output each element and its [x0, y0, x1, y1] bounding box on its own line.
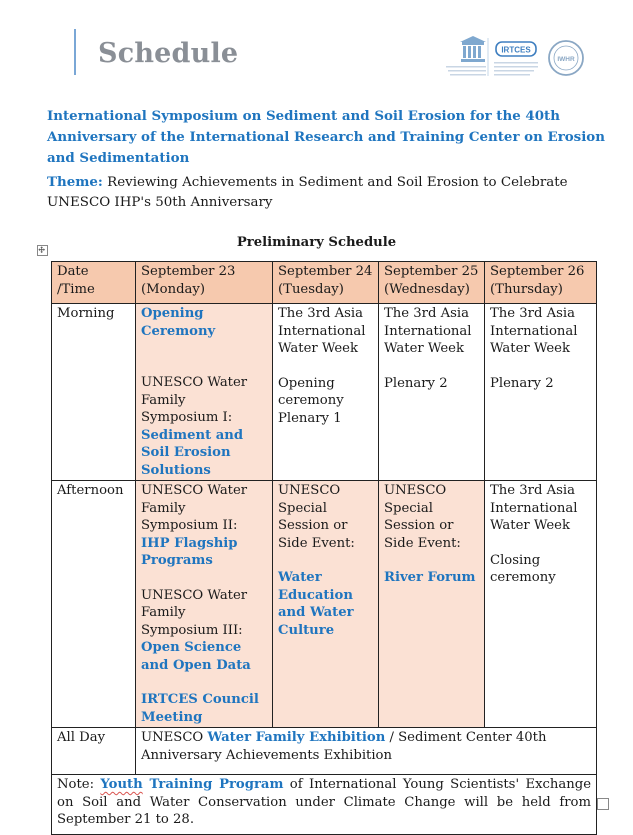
- water-education-item: Water Education and Water Culture: [278, 570, 354, 638]
- symposium-2-item: [141, 482, 267, 570]
- table-resize-handle[interactable]: [597, 798, 609, 810]
- irtces-logo-icon: [494, 42, 538, 76]
- note-prefix: Note:: [57, 777, 101, 792]
- symposium-3-title: Open Science and Open Data: [141, 640, 251, 673]
- youth-word: Youth: [100, 777, 143, 792]
- header-date-time: Date /Time: [52, 262, 136, 304]
- symposium-3-prefix: UNESCO Water Family Symposium III:: [141, 587, 248, 638]
- page-title: Schedule: [98, 38, 239, 69]
- symposium-3-item: [141, 587, 267, 675]
- symposium-1-title: Sediment and Soil Erosion Solutions: [141, 427, 244, 478]
- irtces-badge-text: IRTCES: [501, 45, 531, 55]
- iwhr-seal-text: IWHR: [557, 56, 575, 63]
- title-accent-bar: [74, 29, 76, 75]
- theme-text: Reviewing Achievements in Sediment and Soil Erosion to Celebrate UNESCO IHP's 50th Anniversary: [47, 175, 568, 210]
- row-label-allday: All Day: [52, 728, 136, 775]
- cell-afternoon-sep-26: [485, 481, 597, 728]
- cell-morning-sep-24: [273, 304, 379, 481]
- asia-water-week-item: The 3rd Asia International Water Week: [278, 306, 366, 356]
- closing-ceremony-item: Closing ceremony: [490, 552, 556, 585]
- theme-paragraph: [47, 172, 607, 213]
- cell-allday: [136, 728, 597, 775]
- partner-logos: [444, 36, 584, 80]
- schedule-title: Preliminary Schedule: [236, 235, 397, 250]
- cell-afternoon-sep-23: [136, 481, 273, 728]
- cell-afternoon-sep-24: [273, 481, 379, 728]
- opening-plenary-item: Opening ceremony Plenary 1: [278, 375, 344, 426]
- table-row-morning: [52, 304, 597, 481]
- river-forum-item: River Forum: [384, 570, 476, 585]
- header-sep-26: September 26 (Thursday): [485, 262, 597, 304]
- table-row-allday: [52, 728, 597, 775]
- table-row-afternoon: [52, 481, 597, 728]
- special-session-item: UNESCO Special Session or Side Event:: [384, 483, 461, 551]
- cell-afternoon-sep-25: [379, 481, 485, 728]
- move-arrows-icon: [38, 246, 47, 255]
- symposium-heading: International Symposium on Sediment and Soil Erosion for the 40th Anniversary of the International Research and Training Center on Erosion and Sedimentation: [47, 108, 605, 166]
- cell-morning-sep-23: [136, 304, 273, 481]
- schedule-table: [51, 261, 597, 835]
- allday-prefix: UNESCO: [141, 730, 208, 745]
- plenary-item: Plenary 2: [384, 375, 448, 391]
- header-sep-23: September 23 (Monday): [136, 262, 273, 304]
- symposium-2-prefix: UNESCO Water Family Symposium II:: [141, 483, 248, 533]
- theme-label: Theme:: [47, 174, 103, 190]
- training-program-words: Training Program: [142, 777, 284, 792]
- water-family-exhibition: Water Family Exhibition: [207, 730, 386, 745]
- header-sep-25: September 25 (Wednesday): [379, 262, 485, 304]
- cell-morning-sep-25: [379, 304, 485, 481]
- cell-note: [52, 775, 597, 835]
- opening-ceremony-item: Opening Ceremony: [141, 306, 216, 339]
- row-label-morning: Morning: [52, 304, 136, 481]
- asia-water-week-item: The 3rd Asia International Water Week: [384, 306, 472, 356]
- unesco-temple-icon: [446, 36, 488, 76]
- allday-suffix: / Sediment Center 40th Anniversary Achievements Exhibition: [141, 730, 547, 763]
- special-session-item: UNESCO Special Session or Side Event:: [278, 483, 355, 551]
- asia-water-week-item: The 3rd Asia International Water Week: [490, 306, 578, 356]
- council-meeting-item: IRTCES Council Meeting: [141, 692, 259, 725]
- asia-water-week-item: The 3rd Asia International Water Week: [490, 483, 578, 533]
- symposium-2-title: IHP Flagship Programs: [141, 535, 238, 568]
- cell-morning-sep-26: [485, 304, 597, 481]
- note-suffix: of International Young Scientists' Exchange on Soil and Water Conservation under Climate Change will be held from September 21 to 28.: [57, 777, 591, 827]
- symposium-1-item: [141, 374, 267, 479]
- plenary-item: Plenary 2: [490, 375, 554, 391]
- table-move-handle[interactable]: [37, 245, 48, 256]
- table-header-row: [52, 262, 597, 304]
- table-row-note: [52, 775, 597, 835]
- row-label-afternoon: Afternoon: [52, 481, 136, 728]
- iwhr-seal-icon: [549, 41, 583, 75]
- symposium-1-prefix: UNESCO Water Family Symposium I:: [141, 375, 248, 425]
- header-sep-24: September 24 (Tuesday): [273, 262, 379, 304]
